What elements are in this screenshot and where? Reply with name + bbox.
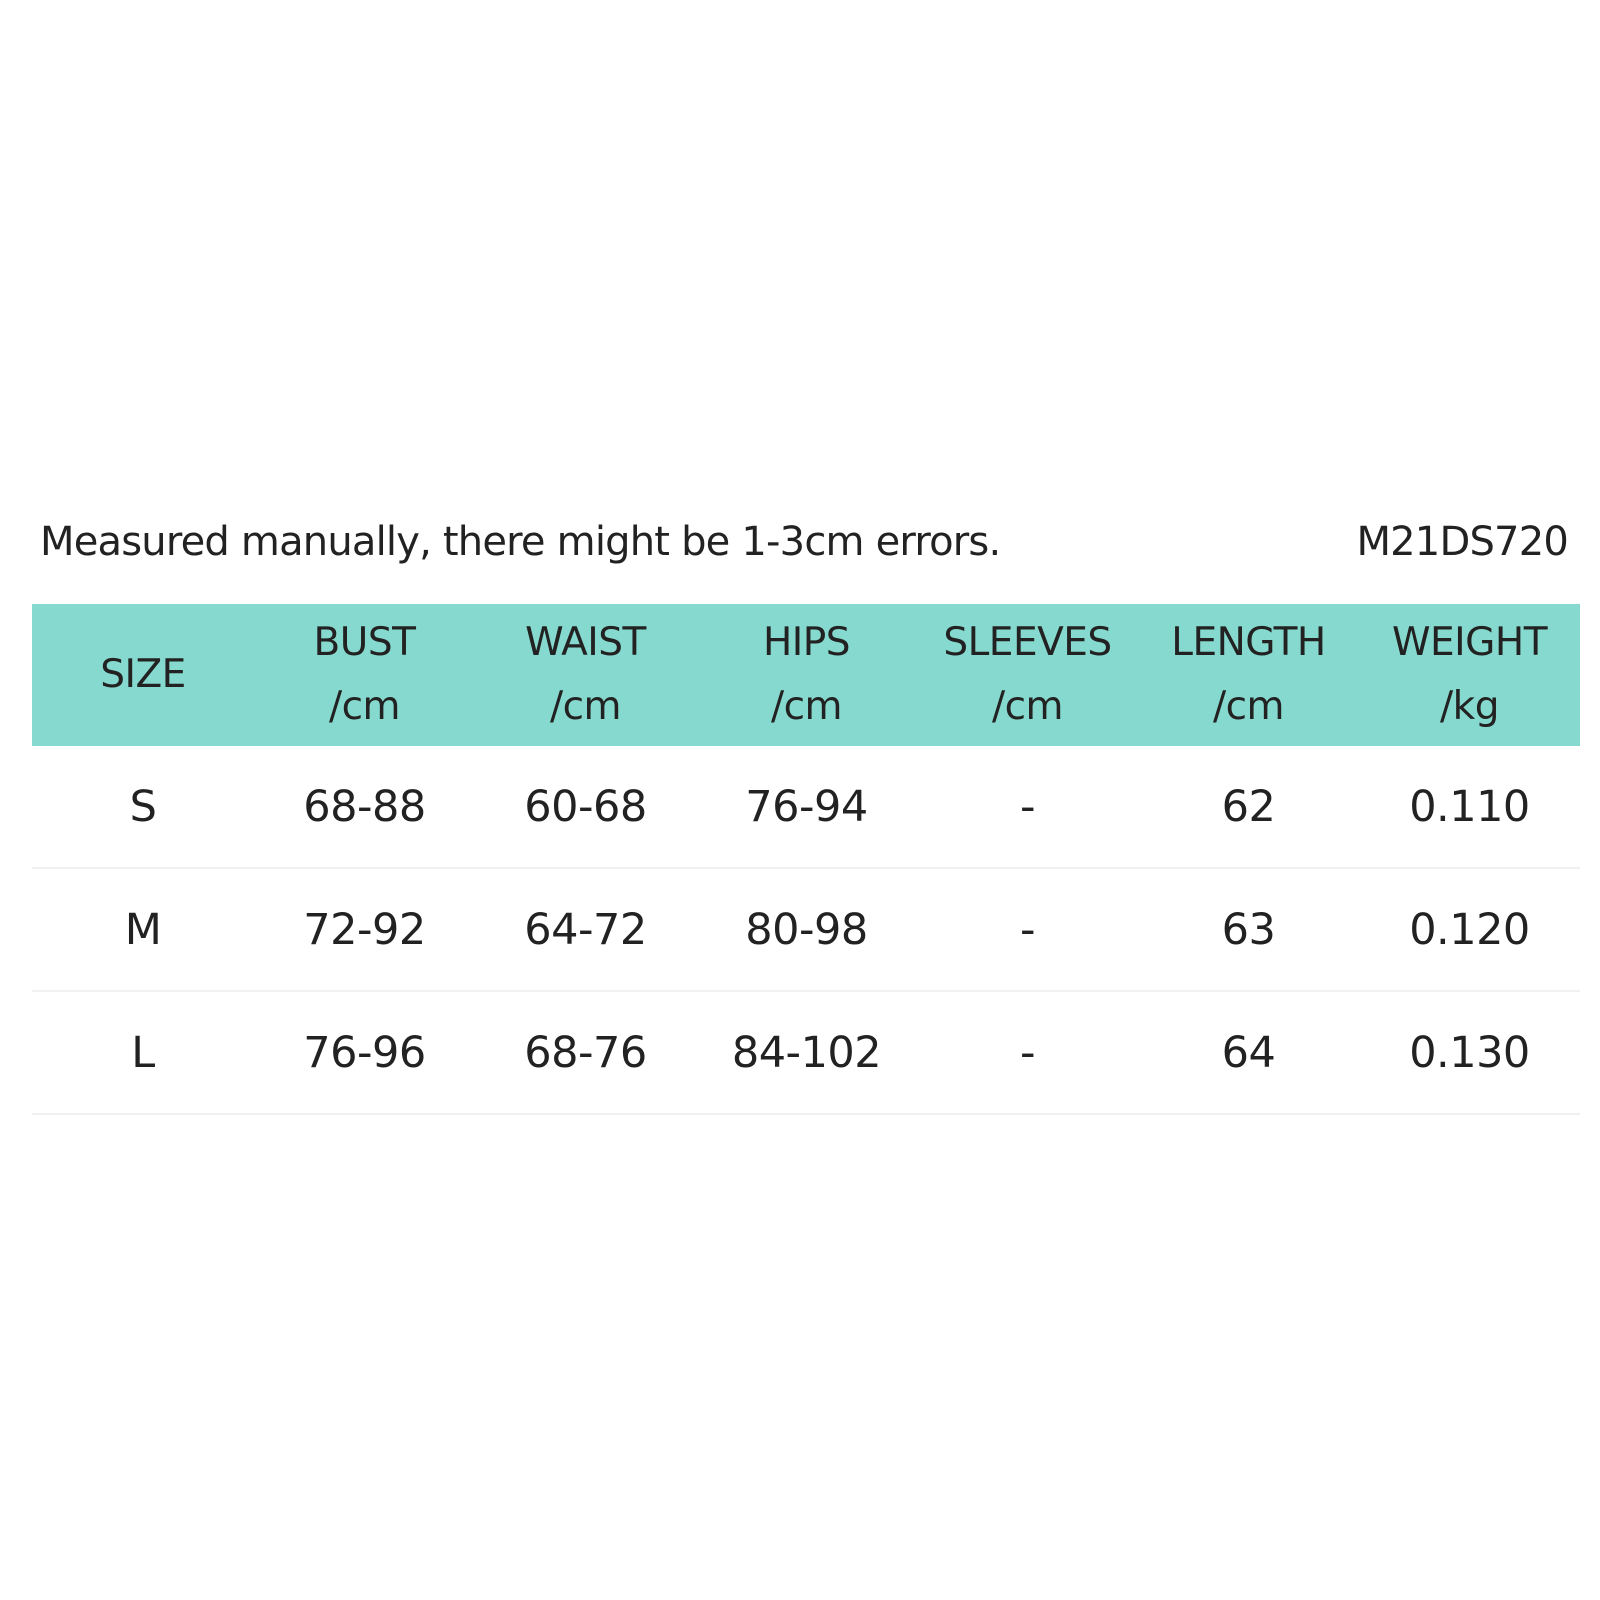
header-label: SLEEVES: [943, 620, 1112, 665]
header-unit: /cm: [770, 684, 843, 729]
product-code: M21DS720: [1356, 519, 1568, 565]
cell-weight: 0.120: [1409, 904, 1530, 955]
cell-waist: 60-68: [524, 781, 647, 832]
header-label: WEIGHT: [1391, 620, 1548, 665]
header-waist: [475, 604, 696, 746]
cell-length: 64: [1221, 1027, 1276, 1078]
header-label: LENGTH: [1171, 620, 1326, 665]
table-row: [32, 992, 1580, 1115]
header-sleeves: [917, 604, 1138, 746]
cell-bust: 72-92: [303, 904, 426, 955]
cell-weight: 0.110: [1409, 781, 1530, 832]
table-row: [32, 869, 1580, 992]
header-unit: /cm: [328, 684, 401, 729]
cell-size: S: [129, 781, 157, 832]
cell-sleeves: -: [1019, 1027, 1036, 1078]
header-length: [1138, 604, 1359, 746]
header-unit: /cm: [549, 684, 622, 729]
header-label: BUST: [313, 620, 416, 665]
size-chart-table: [32, 604, 1580, 1115]
cell-size: L: [131, 1027, 155, 1078]
header-label: SIZE: [100, 652, 186, 697]
cell-bust: 76-96: [303, 1027, 426, 1078]
cell-size: M: [124, 904, 162, 955]
cell-waist: 68-76: [524, 1027, 647, 1078]
header-label: WAIST: [525, 620, 646, 665]
cell-weight: 0.130: [1409, 1027, 1530, 1078]
cell-length: 62: [1221, 781, 1276, 832]
table-row: [32, 746, 1580, 869]
cell-hips: 80-98: [745, 904, 868, 955]
header-label: HIPS: [762, 620, 851, 665]
cell-length: 63: [1221, 904, 1276, 955]
header-bust: [254, 604, 475, 746]
header-size: [32, 604, 254, 746]
table-header-row: [32, 604, 1580, 746]
cell-bust: 68-88: [303, 781, 426, 832]
header-unit: /cm: [1212, 684, 1285, 729]
header-hips: [696, 604, 917, 746]
header-unit: /kg: [1440, 684, 1499, 729]
cell-hips: 76-94: [745, 781, 868, 832]
cell-hips: 84-102: [731, 1027, 882, 1078]
cell-waist: 64-72: [524, 904, 647, 955]
header-weight: [1359, 604, 1580, 746]
measurement-note: Measured manually, there might be 1-3cm errors.: [40, 519, 1001, 565]
cell-sleeves: -: [1019, 904, 1036, 955]
cell-sleeves: -: [1019, 781, 1036, 832]
header-unit: /cm: [991, 684, 1064, 729]
